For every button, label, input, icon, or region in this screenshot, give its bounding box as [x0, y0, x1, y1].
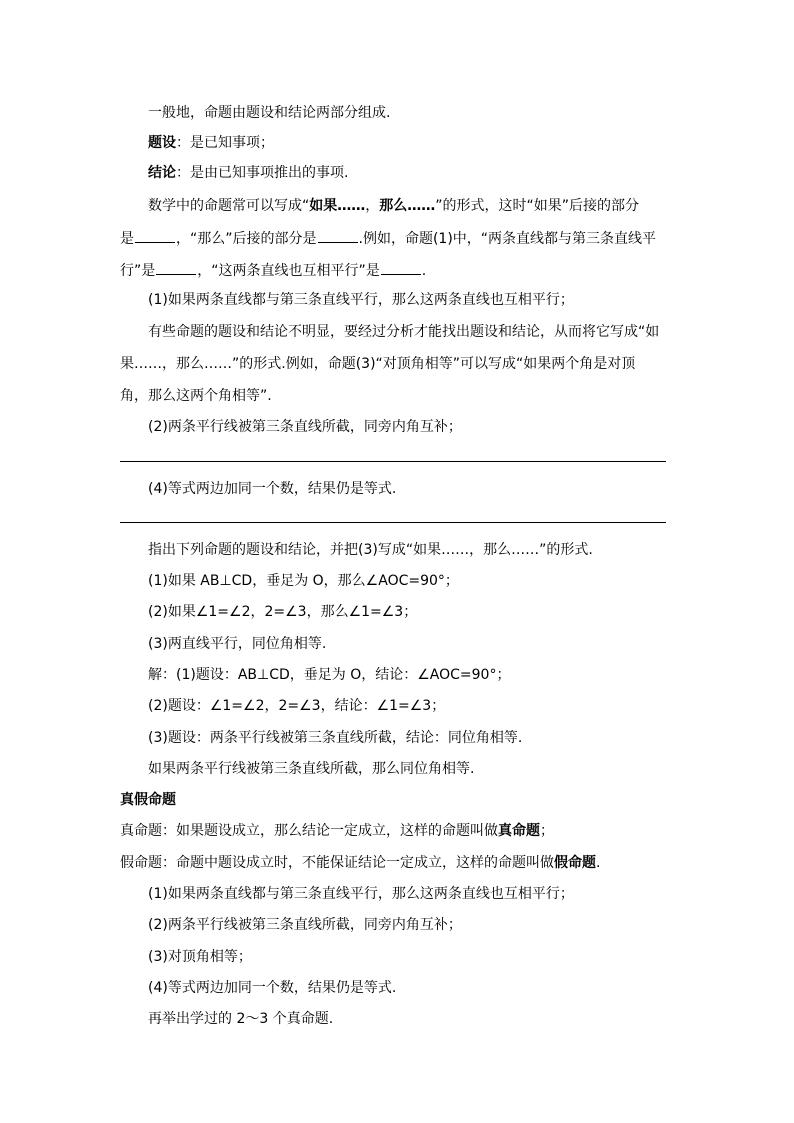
- form-text: ，“这两条直线也互相平行”是: [197, 263, 380, 279]
- section-heading: 真假命题: [120, 792, 176, 808]
- exercise-question-2: (2)如果∠1=∠2，2=∠3，那么∠1=∠3；: [148, 604, 418, 620]
- exercise-question-1: (1)如果 AB⊥CD，垂足为 O，那么∠AOC=90°；: [148, 573, 459, 589]
- list-item: (3)对顶角相等；: [148, 949, 252, 965]
- form-text: ，: [365, 198, 380, 214]
- false-proposition-term: 假命题: [554, 855, 596, 871]
- list-item: (1)如果两条直线都与第三条直线平行，那么这两条直线也互相平行；: [148, 886, 574, 902]
- hidden-form-line-3: 角，那么这两个角相等”.: [120, 388, 272, 404]
- conclusion-text: ：是由已知事项推出的事项.: [176, 165, 349, 181]
- definition-text: 假命题：命题中题设成立时，不能保证结论一定成立，这样的命题叫做: [120, 855, 554, 871]
- conclusion-definition: [148, 163, 348, 183]
- true-proposition-definition: [120, 821, 554, 841]
- fill-blank[interactable]: [381, 260, 421, 275]
- conclusion-term: 结论: [148, 165, 176, 181]
- definition-text: .: [596, 855, 601, 871]
- list-item: (4)等式两边加同一个数，结果仍是等式.: [148, 980, 397, 996]
- hidden-form-line-1: 有些命题的题设和结论不明显，要经过分析才能找出题设和结论，从而将它写成“如: [148, 324, 660, 340]
- solution-line-2: (2)题设：∠1=∠2，2=∠3，结论：∠1=∠3；: [148, 698, 446, 714]
- fill-blank[interactable]: [318, 228, 358, 243]
- form-paragraph-line-3: [120, 260, 426, 280]
- form-text: ”的形式，这时“如果”后接的部分: [435, 198, 640, 214]
- example-proposition-4: (4)等式两边加同一个数，结果仍是等式.: [148, 481, 397, 497]
- false-proposition-definition: [120, 853, 600, 873]
- solution-line-3: (3)题设：两条平行线被第三条直线所截，结论：同位角相等.: [148, 730, 523, 746]
- solution-line-4: 如果两条平行线被第三条直线所截，那么同位角相等.: [148, 761, 475, 777]
- true-proposition-term: 真命题: [498, 823, 540, 839]
- premise-term: 题设: [148, 135, 176, 151]
- intro-line: 一般地，命题由题设和结论两部分组成.: [148, 105, 391, 121]
- form-text: ，“那么”后接的部分是: [176, 231, 317, 247]
- then-keyword: 那么……: [379, 198, 436, 214]
- example-proposition-2: (2)两条平行线被第三条直线所截，同旁内角互补；: [148, 419, 462, 435]
- fill-blank[interactable]: [156, 260, 196, 275]
- form-text: 行”是: [120, 263, 156, 279]
- exercise-prompt: 指出下列命题的题设和结论，并把(3)写成“如果……，那么……”的形式.: [148, 542, 593, 558]
- exercise-question-3: (3)两直线平行，同位角相等.: [148, 636, 327, 652]
- form-paragraph-line-2: [120, 228, 656, 248]
- definition-text: 真命题：如果题设成立，那么结论一定成立，这样的命题叫做: [120, 823, 498, 839]
- if-keyword: 如果……: [309, 198, 366, 214]
- answer-line[interactable]: [120, 461, 666, 462]
- task-line: 再举出学过的 2～3 个真命题.: [148, 1011, 334, 1027]
- form-text: 数学中的命题常可以写成“: [148, 198, 310, 214]
- form-text: 是: [120, 231, 134, 247]
- solution-line-1: 解：(1)题设：AB⊥CD，垂足为 O，结论：∠AOC=90°；: [148, 667, 511, 683]
- list-item: (2)两条平行线被第三条直线所截，同旁内角互补；: [148, 917, 462, 933]
- premise-definition: [148, 133, 274, 153]
- hidden-form-line-2: 果……，那么……”的形式.例如，命题(3)“对顶角相等”可以写成“如果两个角是对顶: [120, 356, 636, 372]
- fill-blank[interactable]: [135, 228, 175, 243]
- answer-line[interactable]: [120, 522, 666, 523]
- premise-text: ：是已知事项；: [176, 135, 274, 151]
- form-text: .例如，命题(1)中，“两条直线都与第三条直线平: [358, 231, 657, 247]
- definition-text: ；: [540, 823, 554, 839]
- example-proposition-1: (1)如果两条直线都与第三条直线平行，那么这两条直线也互相平行；: [148, 292, 574, 308]
- form-paragraph-line-1: [148, 196, 639, 216]
- form-text: .: [421, 263, 427, 279]
